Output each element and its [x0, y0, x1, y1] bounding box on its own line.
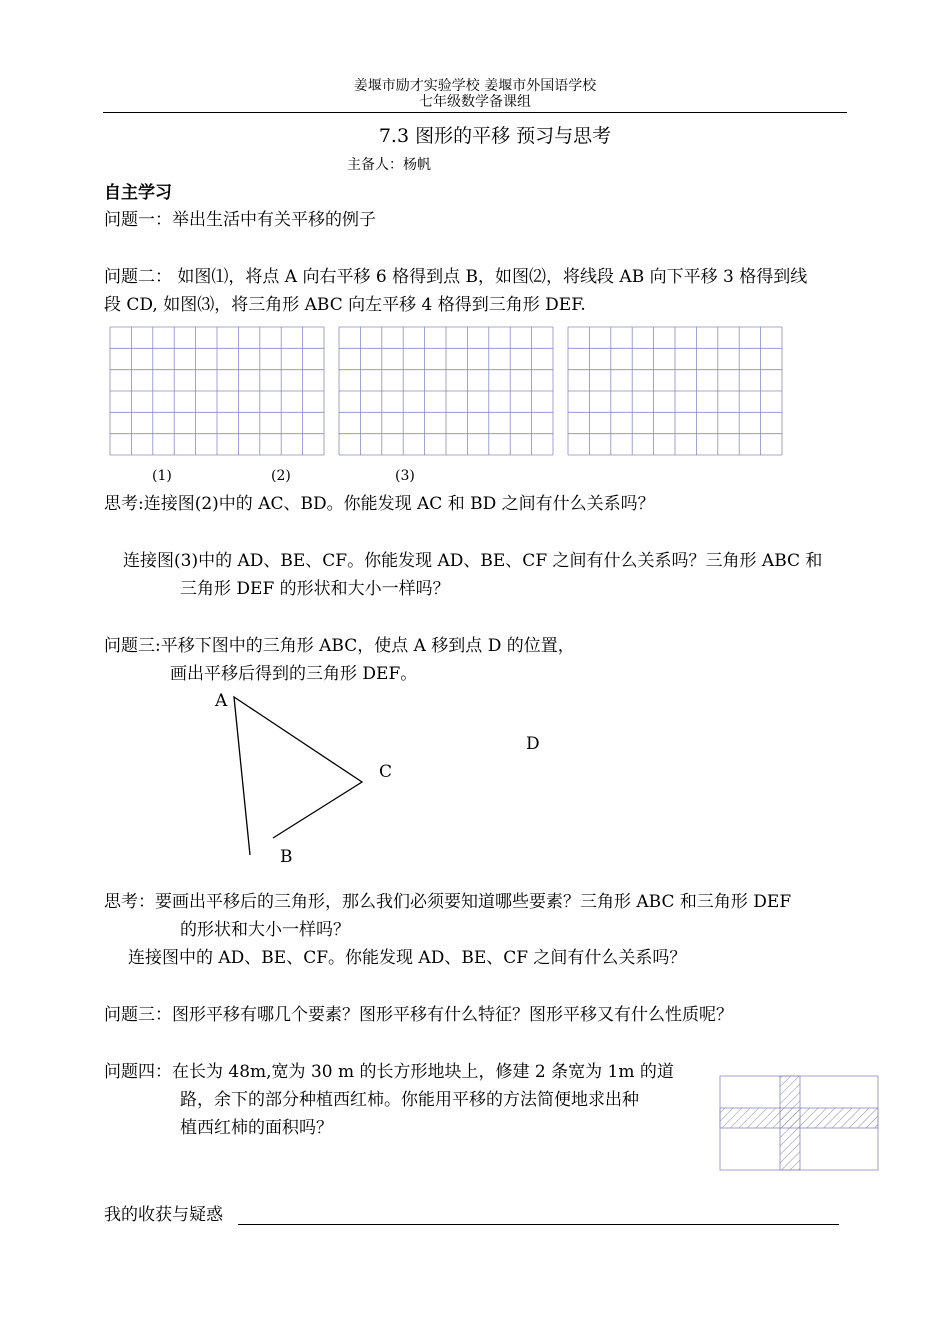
- question-3-line2: 画出平移后得到的三角形 DEF。: [170, 664, 418, 684]
- question-2-line1: 问题二： 如图⑴，将点 A 向右平移 6 格得到点 B，如图⑵，将线段 AB 向下平移 3 格得到线: [104, 267, 808, 287]
- square-grid-3: [568, 327, 782, 455]
- question-3-line1: 问题三:平移下图中的三角形 ABC，使点 A 移到点 D 的位置，: [104, 636, 575, 656]
- label-c: C: [379, 762, 393, 782]
- triangle-figure: [0, 680, 950, 880]
- grid-caption-2: (2): [271, 468, 291, 484]
- grid-caption-1: (1): [152, 468, 172, 484]
- harvest-label: 我的收获与疑惑: [104, 1205, 223, 1225]
- think-2-line2: 的形状和大小一样吗？: [180, 920, 350, 940]
- question-4-line2: 路，余下的部分种植西红柿。你能用平移的方法简便地求出种: [180, 1090, 639, 1110]
- road-figure: [716, 1074, 886, 1174]
- square-grid-1: [110, 327, 324, 455]
- question-4-line3: 植西红柿的面积吗？: [180, 1118, 333, 1138]
- think-1-line1: 思考:连接图(2)中的 AC、BD。你能发现 AC 和 BD 之间有什么关系吗？: [104, 494, 655, 514]
- think-1-line3: 三角形 DEF 的形状和大小一样吗？: [180, 579, 450, 599]
- question-4-line1: 问题四：在长为 48m,宽为 30 m 的长方形地块上，修建 2 条宽为 1m 的道: [104, 1062, 674, 1082]
- question-3b: 问题三：图形平移有哪几个要素？图形平移有什么特征？图形平移又有什么性质呢？: [104, 1005, 733, 1025]
- page-title: 7.3 图形的平移 预习与思考: [378, 125, 612, 147]
- think-2-line1: 思考：要画出平移后的三角形，那么我们必须要知道哪些要素？三角形 ABC 和三角形 DEF: [104, 892, 792, 912]
- header-schools: 姜堰市励才实验学校 姜堰市外国语学校: [353, 78, 597, 94]
- question-2-line2: 段 CD, 如图⑶，将三角形 ABC 向左平移 4 格得到三角形 DEF.: [104, 295, 586, 315]
- header-rule: [103, 112, 847, 113]
- grid-figures: [0, 326, 950, 466]
- triangle-abc: [234, 697, 362, 855]
- horizontal-road: [720, 1108, 878, 1128]
- think-1-line2: 连接图(3)中的 AD、BE、CF。你能发现 AD、BE、CF 之间有什么关系吗？三角形 ABC 和: [123, 551, 823, 571]
- question-1: 问题一：举出生活中有关平移的例子: [104, 210, 376, 230]
- square-grid-2: [339, 327, 553, 455]
- section-heading: 自主学习: [104, 183, 172, 203]
- label-d: D: [526, 734, 540, 754]
- author: 主备人：杨帆: [347, 157, 431, 173]
- grid-caption-3: (3): [395, 468, 415, 484]
- header-group: 七年级数学备课组: [419, 94, 531, 110]
- label-a: A: [215, 691, 228, 711]
- harvest-answer-line: [238, 1224, 839, 1225]
- think-2-line3: 连接图中的 AD、BE、CF。你能发现 AD、BE、CF 之间有什么关系吗？: [128, 948, 687, 968]
- label-b: B: [280, 847, 293, 867]
